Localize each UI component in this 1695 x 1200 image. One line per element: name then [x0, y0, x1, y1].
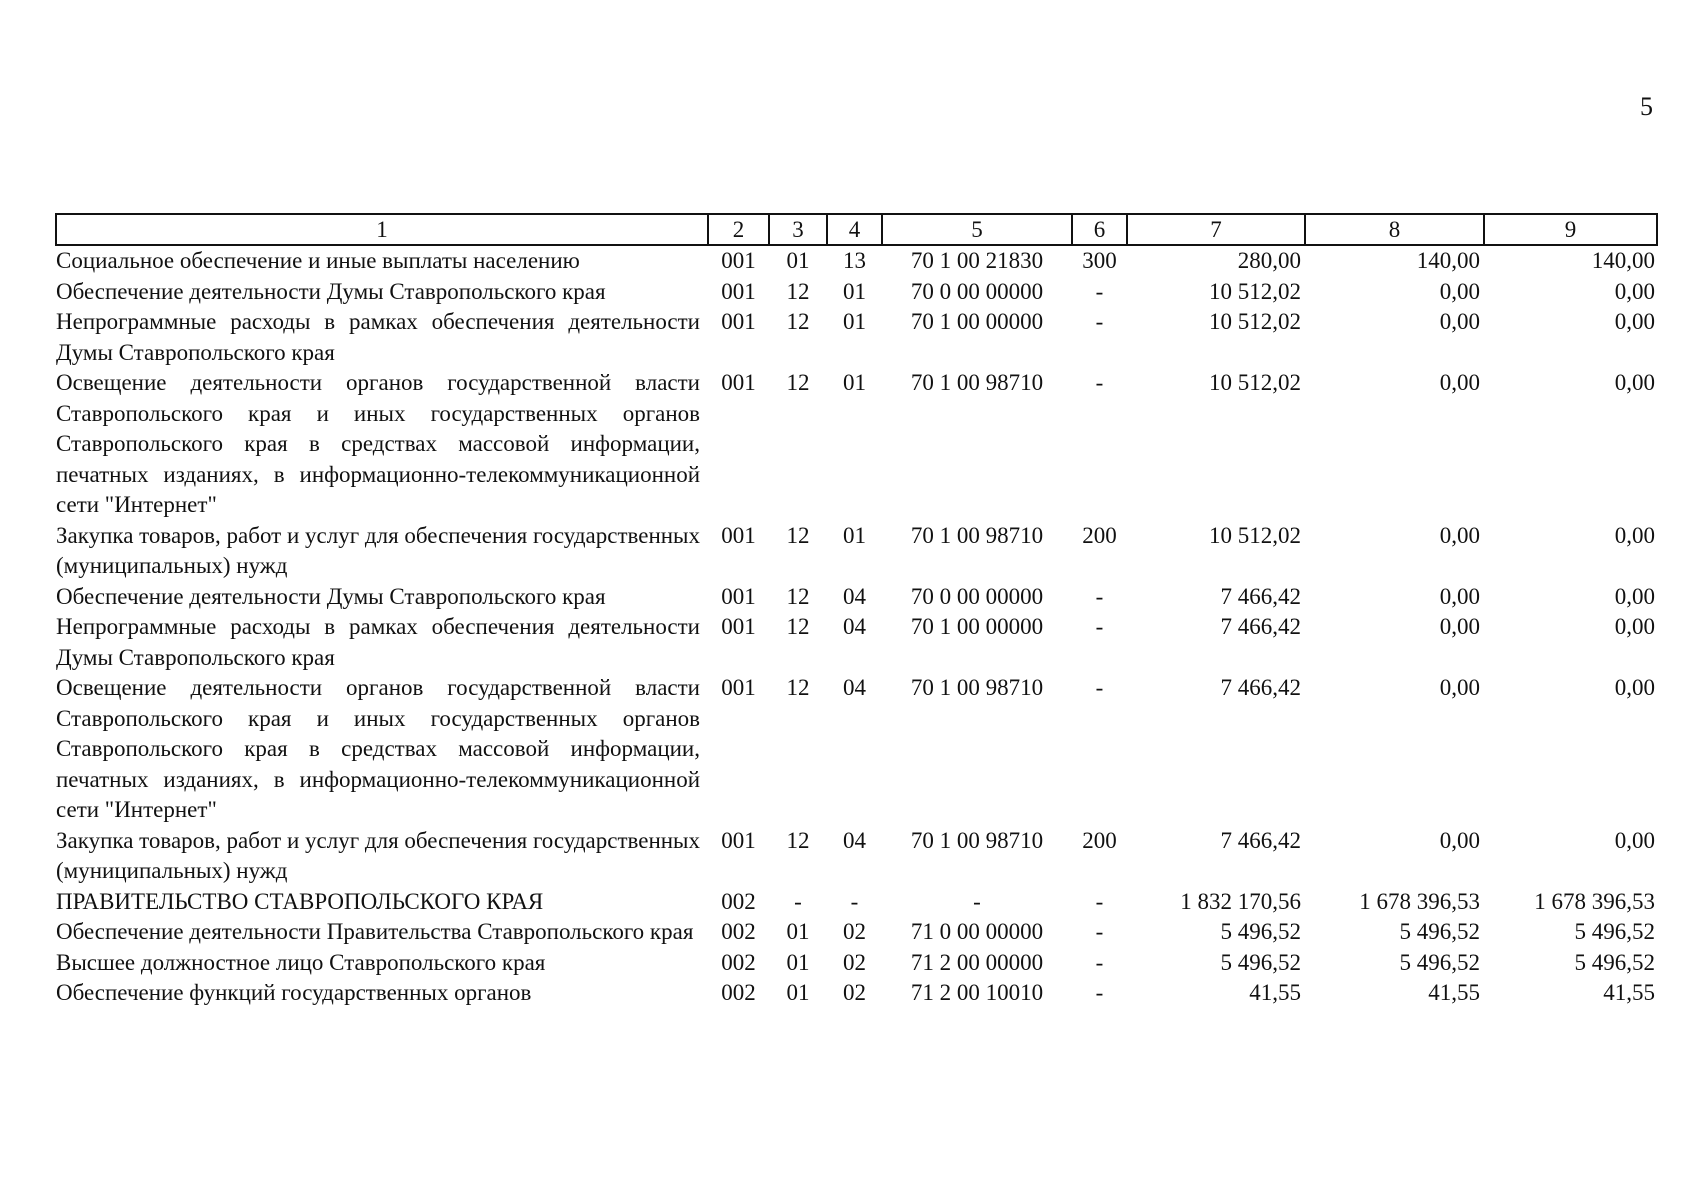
row-amount-7: 7 466,42 — [1220, 827, 1301, 853]
table-row — [56, 521, 1657, 582]
row-amount-9: 0,00 — [1614, 827, 1655, 853]
column-header-6: 6 — [1072, 214, 1127, 245]
row-amount-7: 7 466,42 — [1220, 614, 1301, 639]
row-code-5: - — [973, 888, 981, 914]
row-code-5: 70 1 00 98710 — [910, 675, 1044, 700]
row-code-3: 12 — [786, 614, 810, 639]
table-row — [56, 245, 1657, 277]
table-row — [56, 277, 1657, 308]
row-name: Обеспечение деятельности Думы Ставропольского края — [56, 278, 606, 304]
row-code-6: 200 — [1082, 522, 1117, 548]
table-row — [56, 917, 1657, 948]
row-code-6: - — [1095, 370, 1104, 395]
row-code-5: 70 1 00 21830 — [910, 248, 1044, 273]
row-code-4: 02 — [843, 919, 866, 944]
row-amount-9: 0,00 — [1614, 309, 1655, 334]
row-code-3: 01 — [786, 248, 810, 273]
row-amount-8: 0,00 — [1439, 583, 1480, 609]
row-code-5: 70 1 00 00000 — [910, 309, 1044, 334]
row-amount-8: 5 496,52 — [1399, 949, 1480, 975]
row-amount-9: 140,00 — [1591, 248, 1655, 273]
row-code-2: 001 — [721, 675, 756, 700]
row-code-6: - — [1095, 583, 1104, 609]
row-amount-7: 5 496,52 — [1220, 919, 1301, 944]
row-code-2: 001 — [721, 522, 756, 548]
row-code-5: 71 2 00 00000 — [910, 949, 1044, 975]
row-code-2: 002 — [721, 888, 756, 914]
row-amount-7: 7 466,42 — [1220, 675, 1301, 700]
row-code-4: 04 — [843, 827, 866, 853]
column-header-7: 7 — [1127, 214, 1305, 245]
row-amount-8: 41,55 — [1428, 980, 1480, 1005]
row-amount-8: 0,00 — [1439, 614, 1480, 639]
row-code-2: 002 — [721, 949, 756, 975]
table-body — [56, 245, 1657, 1009]
row-code-6: - — [1095, 614, 1104, 639]
row-code-4: 04 — [843, 675, 866, 700]
column-header-3: 3 — [769, 214, 827, 245]
row-code-3: 12 — [786, 827, 810, 853]
row-code-2: 002 — [721, 919, 756, 944]
page-number: 5 — [1640, 92, 1653, 121]
row-amount-8: 0,00 — [1439, 675, 1480, 700]
row-code-5: 70 1 00 98710 — [910, 370, 1044, 395]
row-code-5: 70 1 00 98710 — [910, 522, 1044, 548]
row-amount-7: 1 832 170,56 — [1180, 888, 1301, 914]
row-name: Освещение деятельности органов государственной власти Ставропольского края и иных государственных органов Ставропольского края в средствах массовой информации, печатных изданиях, в информационно-телекоммуникационной сети "Интернет" — [56, 675, 700, 822]
row-code-6: - — [1095, 888, 1104, 914]
row-name: Непрограммные расходы в рамках обеспечения деятельности Думы Ставропольского края — [56, 614, 700, 670]
row-code-4: 01 — [843, 522, 866, 548]
row-code-3: 01 — [786, 919, 810, 944]
row-name: Непрограммные расходы в рамках обеспечения деятельности Думы Ставропольского края — [56, 309, 700, 365]
row-name: Обеспечение функций государственных органов — [56, 980, 532, 1005]
row-code-3: 01 — [786, 980, 810, 1005]
row-code-3: 12 — [786, 522, 810, 548]
row-code-4: 01 — [843, 370, 866, 395]
row-code-2: 001 — [721, 248, 756, 273]
column-header-2: 2 — [708, 214, 769, 245]
table-row — [56, 307, 1657, 368]
row-name: Обеспечение деятельности Думы Ставропольского края — [56, 583, 606, 609]
row-code-3: 12 — [786, 370, 810, 395]
row-amount-8: 0,00 — [1439, 370, 1480, 395]
table-row — [56, 612, 1657, 673]
row-amount-9: 0,00 — [1614, 522, 1655, 548]
row-code-2: 001 — [721, 278, 756, 304]
row-code-2: 001 — [721, 614, 756, 639]
row-name: Социальное обеспечение и иные выплаты населению — [56, 248, 580, 273]
row-amount-9: 0,00 — [1614, 278, 1655, 304]
row-code-5: 70 0 00 00000 — [910, 278, 1044, 304]
row-code-4: 04 — [843, 583, 866, 609]
row-code-3: 12 — [786, 309, 810, 334]
row-amount-8: 1 678 396,53 — [1359, 888, 1480, 914]
row-name: Освещение деятельности органов государственной власти Ставропольского края и иных государственных органов Ставропольского края в средствах массовой информации, печатных изданиях, в информационно-телекоммуникационной сети "Интернет" — [56, 370, 700, 517]
row-code-6: 300 — [1082, 248, 1117, 273]
table-row — [56, 673, 1657, 826]
row-code-4: 01 — [843, 278, 866, 304]
row-code-4: 04 — [843, 614, 866, 639]
row-amount-9: 1 678 396,53 — [1534, 888, 1655, 914]
column-header-8: 8 — [1305, 214, 1484, 245]
row-amount-7: 10 512,02 — [1209, 370, 1301, 395]
row-amount-7: 280,00 — [1237, 248, 1301, 273]
row-code-2: 001 — [721, 309, 756, 334]
row-amount-9: 5 496,52 — [1574, 919, 1655, 944]
row-code-6: - — [1095, 278, 1104, 304]
row-code-2: 001 — [721, 583, 756, 609]
row-code-4: 02 — [843, 980, 866, 1005]
row-code-6: - — [1095, 949, 1104, 975]
row-amount-7: 5 496,52 — [1220, 949, 1301, 975]
row-code-4: 01 — [843, 309, 866, 334]
table-row — [56, 948, 1657, 979]
row-amount-8: 0,00 — [1439, 309, 1480, 334]
table-header-row — [56, 214, 1657, 245]
row-code-4: 02 — [843, 949, 866, 975]
row-code-3: 12 — [786, 583, 810, 609]
row-amount-8: 0,00 — [1439, 278, 1480, 304]
row-name: Закупка товаров, работ и услуг для обеспечения государственных (муниципальных) нужд — [56, 827, 701, 883]
row-name: ПРАВИТЕЛЬСТВО СТАВРОПОЛЬСКОГО КРАЯ — [56, 888, 544, 914]
column-header-9: 9 — [1484, 214, 1657, 245]
row-amount-9: 0,00 — [1614, 614, 1655, 639]
column-header-4: 4 — [827, 214, 882, 245]
row-code-6: 200 — [1082, 827, 1117, 853]
row-amount-8: 140,00 — [1416, 248, 1480, 273]
row-amount-9: 0,00 — [1614, 583, 1655, 609]
table-row — [56, 826, 1657, 887]
row-amount-7: 41,55 — [1249, 980, 1301, 1005]
row-code-5: 71 2 00 10010 — [910, 980, 1044, 1005]
column-header-1: 1 — [56, 214, 708, 245]
row-code-3: 12 — [786, 278, 810, 304]
row-amount-7: 10 512,02 — [1209, 522, 1301, 548]
row-code-3: 12 — [786, 675, 810, 700]
row-amount-7: 10 512,02 — [1209, 278, 1301, 304]
row-amount-9: 0,00 — [1614, 370, 1655, 395]
row-code-3: - — [794, 888, 802, 914]
row-code-3: 01 — [786, 949, 810, 975]
row-code-6: - — [1095, 919, 1104, 944]
row-amount-7: 10 512,02 — [1209, 309, 1301, 334]
table-row — [56, 887, 1657, 918]
row-code-5: 71 0 00 00000 — [910, 919, 1044, 944]
column-header-5: 5 — [882, 214, 1072, 245]
row-code-5: 70 0 00 00000 — [910, 583, 1044, 609]
row-amount-8: 0,00 — [1439, 522, 1480, 548]
table-row — [56, 368, 1657, 521]
budget-table — [55, 213, 1658, 1009]
row-code-5: 70 1 00 00000 — [910, 614, 1044, 639]
row-code-6: - — [1095, 309, 1104, 334]
row-code-4: 13 — [843, 248, 866, 273]
row-code-2: 001 — [721, 370, 756, 395]
row-amount-8: 0,00 — [1439, 827, 1480, 853]
row-amount-9: 41,55 — [1603, 980, 1655, 1005]
row-code-5: 70 1 00 98710 — [910, 827, 1044, 853]
row-code-4: - — [850, 888, 859, 914]
row-amount-9: 5 496,52 — [1574, 949, 1655, 975]
row-name: Высшее должностное лицо Ставропольского края — [56, 949, 546, 975]
row-amount-8: 5 496,52 — [1399, 919, 1480, 944]
row-name: Закупка товаров, работ и услуг для обеспечения государственных (муниципальных) нужд — [56, 522, 701, 578]
row-name: Обеспечение деятельности Правительства Ставропольского края — [56, 919, 694, 944]
table-row — [56, 582, 1657, 613]
row-code-2: 001 — [721, 827, 756, 853]
row-code-6: - — [1095, 675, 1104, 700]
row-code-2: 002 — [721, 980, 756, 1005]
row-amount-7: 7 466,42 — [1220, 583, 1301, 609]
row-amount-9: 0,00 — [1614, 675, 1655, 700]
table-row — [56, 978, 1657, 1009]
row-code-6: - — [1095, 980, 1104, 1005]
